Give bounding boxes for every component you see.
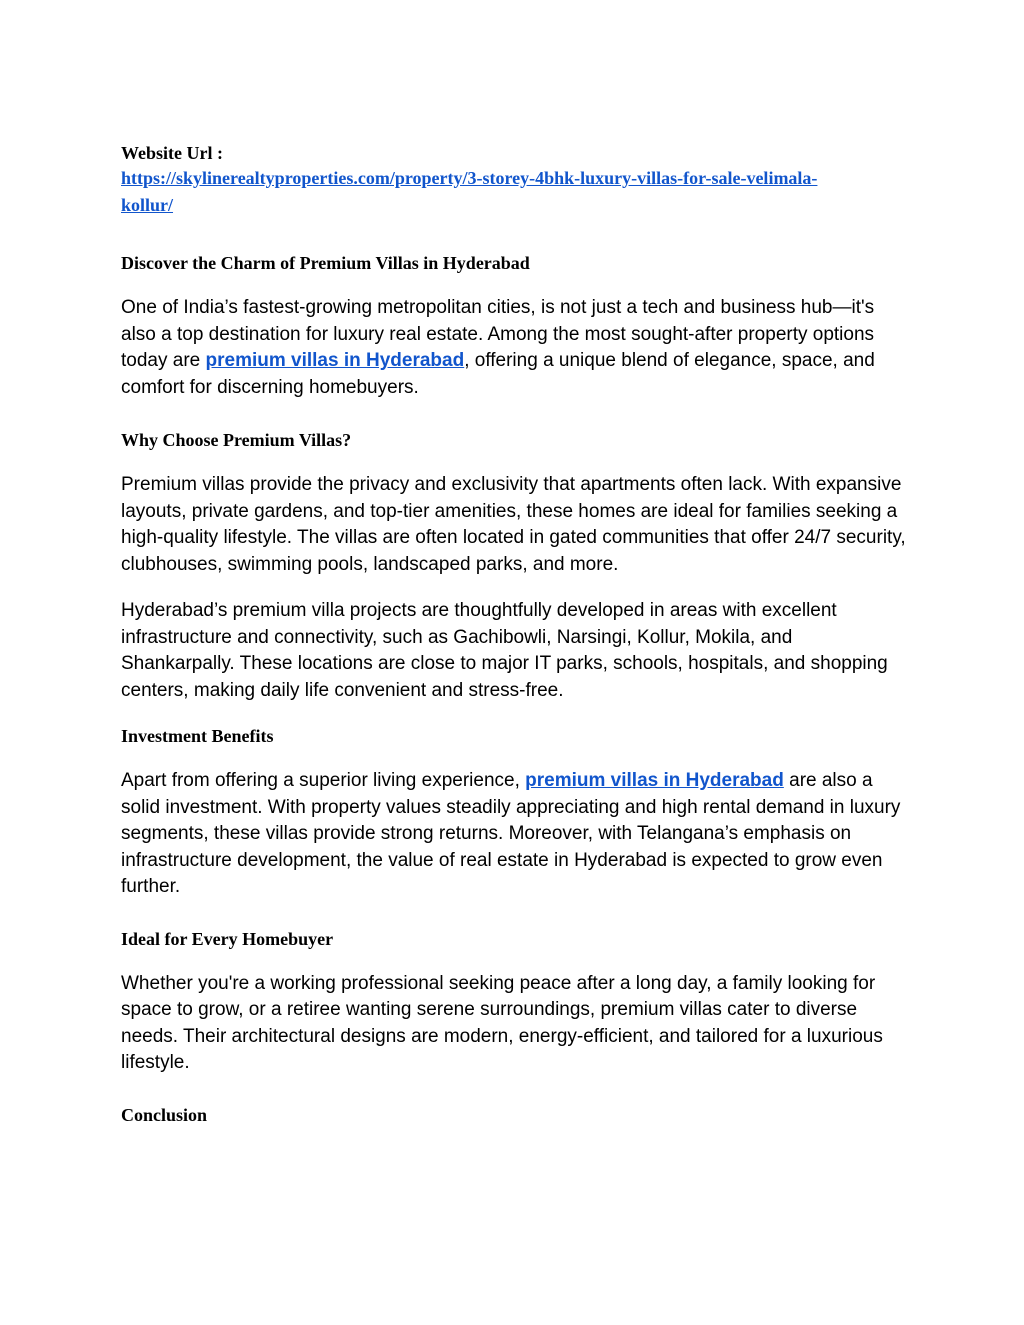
intro-paragraph [121,295,911,401]
investment-text-before: Apart from offering a superior living experience, [121,770,526,791]
heading-conclusion: Conclusion [121,1104,208,1125]
website-url-line2: kollur/ [121,195,174,215]
premium-villas-link-1[interactable]: premium villas in Hyderabad [205,350,465,371]
investment-text-after: are also a solid investment. With property values steadily appreciating and high rental demand in luxury segments, these villas provide strong returns. Moreover, with Telangana’s emphasis on infrastructure development, the value of real estate in Hyderabad is expected to grow even further. [121,770,901,897]
intro-text-before: One of India’s fastest-growing metropolitan cities, is not just a tech and business hub—it's also a top destination for luxury real estate. Among the most sought-after property options today are [121,297,875,371]
website-url-line1: https://skylinerealtyproperties.com/property/3-storey-4bhk-luxury-villas-for-sale-velimala- [121,168,818,188]
heading-investment-benefits: Investment Benefits [121,726,274,746]
ideal-paragraph: Whether you're a working professional seeking peace after a long day, a family looking for space to grow, or a retiree wanting serene surroundings, premium villas cater to diverse needs. Their architectural designs are modern, energy-efficient, and tailored for a luxurious lifestyle. [121,972,883,1073]
website-url-link[interactable] [121,165,901,219]
document-title: Discover the Charm of Premium Villas in Hyderabad [121,253,530,273]
why-paragraph-1: Premium villas provide the privacy and exclusivity that apartments often lack. With expansive layouts, private gardens, and top-tier amenities, these homes are ideal for families seeking a high-quality lifestyle. The villas are often located in gated communities that offer 24/7 security, clubhouses, swimming pools, landscaped parks, and more. [121,474,906,575]
heading-ideal-homebuyer: Ideal for Every Homebuyer [121,928,334,949]
why-paragraph-2: Hyderabad’s premium villa projects are thoughtfully developed in areas with excellent infrastructure and connectivity, such as Gachibowli, Narsingi, Kollur, Mokila, and Shankarpally. These locations are close to major IT parks, schools, hospitals, and shopping centers, making daily life convenient and stress-free. [121,600,888,701]
document-page [121,141,911,1127]
investment-paragraph [121,768,911,901]
website-url-label: Website Url : [121,143,223,163]
premium-villas-link-2[interactable]: premium villas in Hyderabad [525,770,784,791]
heading-why-choose: Why Choose Premium Villas? [121,430,352,450]
intro-text-after: , offering a unique blend of elegance, space, and comfort for discerning homebuyers. [121,350,875,398]
